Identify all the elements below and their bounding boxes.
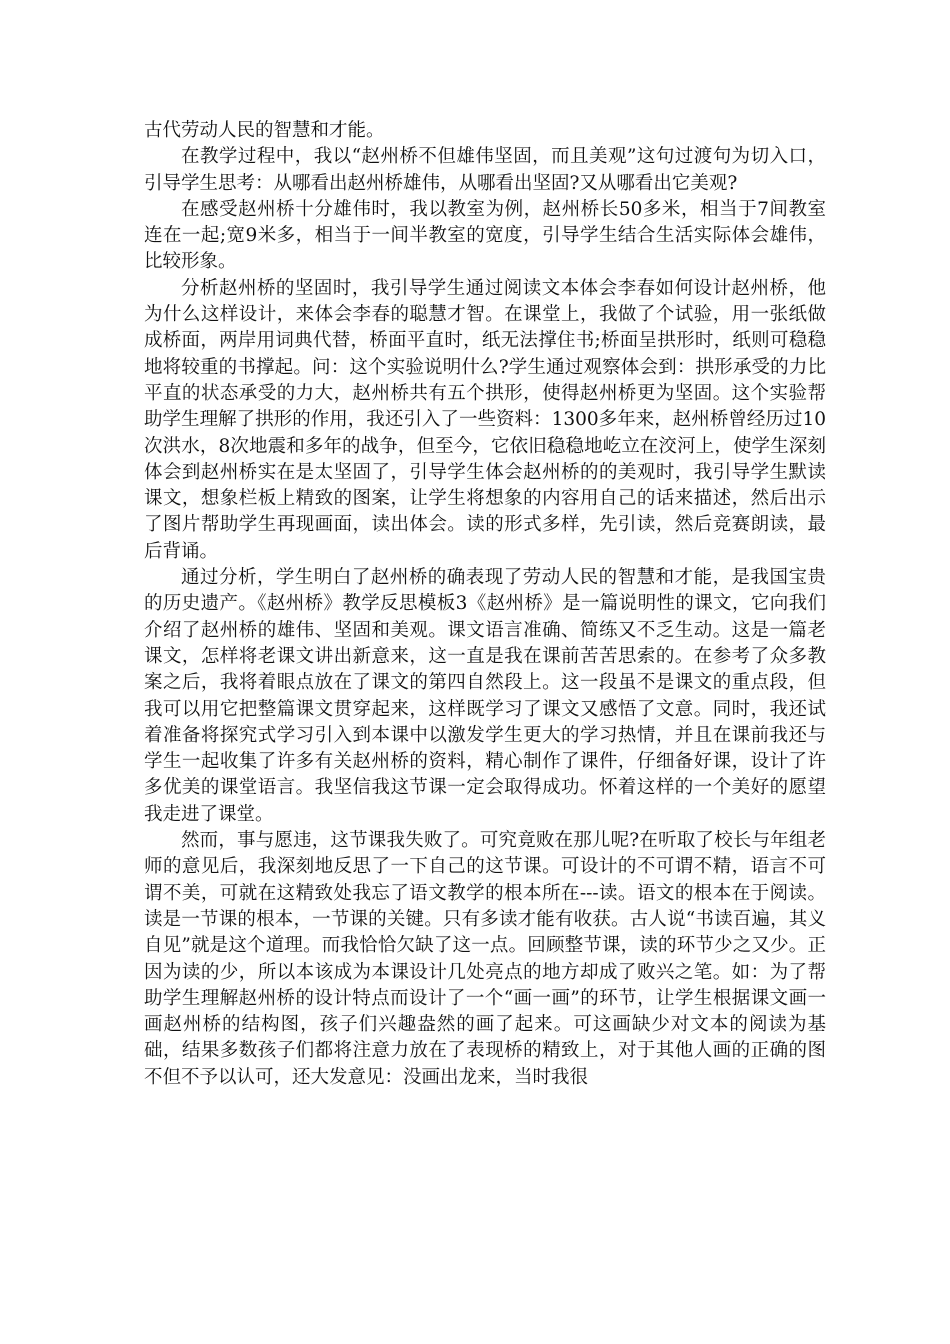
paragraph-4: 分析赵州桥的坚固时，我引导学生通过阅读文本体会李春如何设计赵州桥，他为什么这样设计，来体会李春的聪慧才智。在课堂上，我做了个试验，用一张纸做成桥面，两岸用词典代替，桥面平直时，纸无法撑住书;桥面呈拱形时，纸则可稳稳地将较重的书撑起。问：这个实验说明什么?学生通过观察体会到：拱形承受的力比平直的状态承受的力大，赵州桥共有五个拱形，使得赵州桥更为坚固。这个实验帮助学生理解了拱形的作用，我还引入了一些资料：1300多年来，赵州桥曾经历过10次洪水，8次地震和多年的战争，但至今，它依旧稳稳地屹立在洨河上，使学生深刻体会到赵州桥实在是太坚固了，引导学生体会赵州桥的的美观时，我引导学生默读课文，想象栏板上精致的图案，让学生将想象的内容用自己的话来描述，然后出示了图片帮助学生再现画面，读出体会。读的形式多样，先引读，然后竞赛朗读，最后背诵。 bbox=[144, 277, 826, 562]
paragraph-3: 在感受赵州桥十分雄伟时，我以教室为例，赵州桥长50多米，相当于7间教室连在一起;宽9米多，相当于一间半教室的宽度，引导学生结合生活实际体会雄伟，比较形象。 bbox=[144, 198, 826, 273]
document-page bbox=[144, 118, 826, 1091]
paragraph-6: 然而，事与愿违，这节课我失败了。可究竟败在那儿呢?在听取了校长与年组老师的意见后，我深刻地反思了一下自己的这节课。可设计的不可谓不精，语言不可谓不美，可就在这精致处我忘了语文教学的根本所在---读。语文的根本在于阅读。读是一节课的根本，一节课的关键。只有多读才能有收获。古人说“书读百遍，其义自见”就是这个道理。而我恰恰欠缺了这一点。回顾整节课，读的环节少之又少。正因为读的少，所以本该成为本课设计几处亮点的地方却成了败兴之笔。如：为了帮助学生理解赵州桥的设计特点而设计了一个“画一画”的环节，让学生根据课文画一画赵州桥的结构图，孩子们兴趣盎然的画了起来。可这画缺少对文本的阅读为基础，结果多数孩子们都将注意力放在了表现桥的精致上，对于其他人画的正确的图不但不予以认可，还大发意见：没画出龙来，当时我很 bbox=[144, 830, 826, 1088]
paragraph-2: 在教学过程中，我以“赵州桥不但雄伟坚固，而且美观”这句过渡句为切入口，引导学生思考：从哪看出赵州桥雄伟，从哪看出坚固?又从哪看出它美观? bbox=[144, 146, 826, 194]
paragraph-5: 通过分析，学生明白了赵州桥的确表现了劳动人民的智慧和才能，是我国宝贵的历史遗产。《赵州桥》教学反思模板3《赵州桥》是一篇说明性的课文，它向我们介绍了赵州桥的雄伟、坚固和美观。课文语言准确、简练又不乏生动。这是一篇老课文，怎样将老课文讲出新意来，这一直是我在课前苦苦思索的。在参考了众多教案之后，我将着眼点放在了课文的第四自然段上。这一段虽不是课文的重点段，但我可以用它把整篇课文贯穿起来，这样既学习了课文又感悟了文意。同时，我还试着准备将探究式学习引入到本课中以激发学生更大的学习热情，并且在课前我还与学生一起收集了许多有关赵州桥的资料，精心制作了课件，仔细备好课，设计了许多优美的课堂语言。我坚信我这节课一定会取得成功。怀着这样的一个美好的愿望我走进了课堂。 bbox=[144, 567, 826, 825]
paragraph-1: 古代劳动人民的智慧和才能。 bbox=[144, 120, 385, 141]
